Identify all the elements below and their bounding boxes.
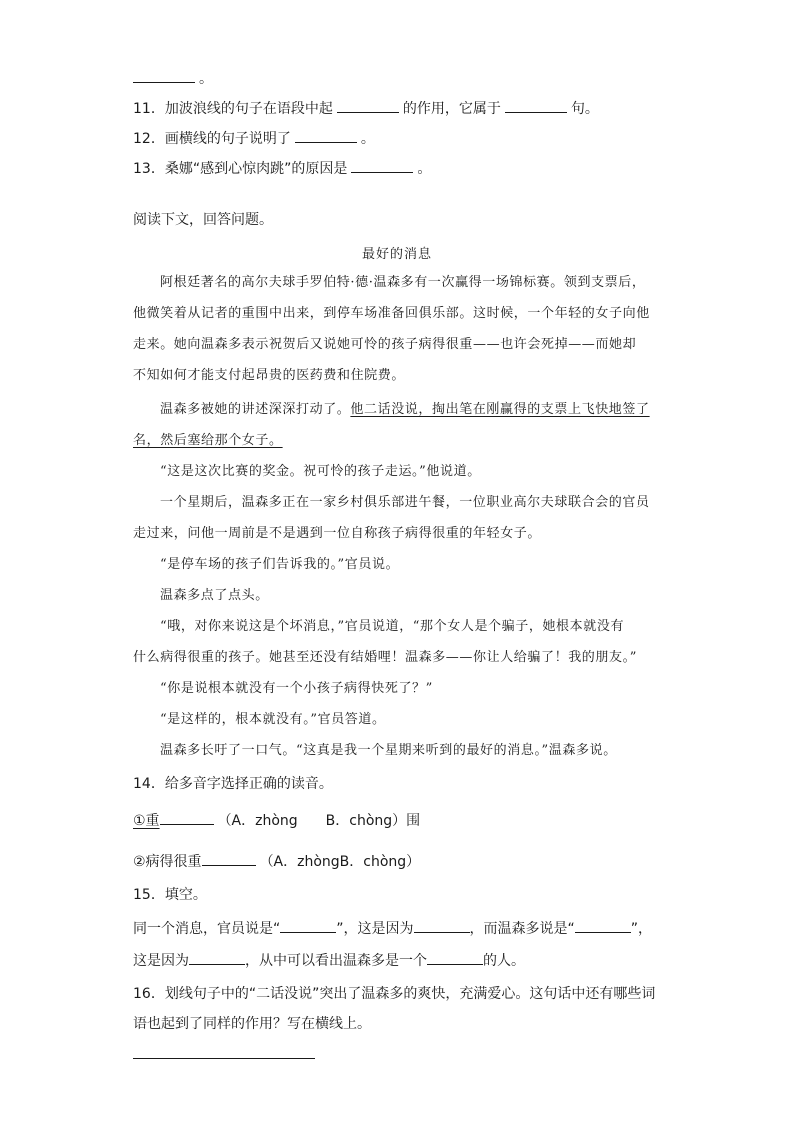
story-line: “你是说根本就没有一个小孩子病得快死了？” — [160, 681, 433, 696]
story-line: 他微笑着从记者的重围中出来，到停车场准备回俱乐部。这时候，一个年轻的女子向他 — [133, 306, 650, 321]
answer-blank[interactable] — [337, 98, 399, 113]
answer-blank[interactable] — [575, 918, 631, 933]
story-line: “这是这次比赛的奖金。祝可怜的孩子走运。”他说道。 — [160, 464, 481, 479]
answer-blank[interactable] — [414, 918, 470, 933]
story-line: 什么病得很重的孩子。她甚至还没有结婚哩！温森多——你让人给骗了！我的朋友。” — [133, 650, 637, 665]
question-15-line-2: 这是因为 ，从中可以看出温森多是一个 的人。 — [133, 950, 525, 971]
story-line: 温森多长吁了一口气。“这真是我一个星期来听到的最好的消息。”温森多说。 — [160, 743, 617, 758]
story-line: 阿根廷著名的高尔夫球手罗伯特·德·温森多有一次赢得一场锦标赛。领到支票后， — [160, 275, 646, 290]
question-11: 11．加波浪线的句子在语段中起 的作用，它属于 句。 — [133, 98, 599, 119]
story-line: “哦，对你来说这是个坏消息，”官员说道，“那个女人是个骗子，她根本就没有 — [160, 619, 625, 634]
question-14-item-1: ①重 （A．zhòng B．chòng）围 — [133, 810, 420, 831]
story-paragraph-2-cont — [133, 431, 283, 451]
answer-blank[interactable] — [295, 128, 357, 143]
answer-blank[interactable] — [160, 810, 214, 825]
answer-blank[interactable] — [133, 1058, 315, 1059]
underlined-sentence: 名，然后塞给那个女子。 — [133, 433, 283, 448]
story-line: “是这样的，根本就没有。”官员答道。 — [160, 712, 386, 727]
story-line: “是停车场的孩子们告诉我的。”官员说。 — [160, 557, 400, 572]
underlined-sentence: 他二话没说，掏出笔在刚赢得的支票上飞快地签了 — [350, 402, 650, 417]
question-16: 16．划线句子中的“二话没说”突出了温森多的爽快，充满爱心。这句话中还有哪些词 — [133, 986, 656, 1002]
answer-blank[interactable] — [505, 98, 567, 113]
answer-blank[interactable] — [189, 950, 245, 965]
question-15: 15．填空。 — [133, 887, 207, 903]
story-line: 一个星期后，温森多正在一家乡村俱乐部进午餐，一位职业高尔夫球联合会的官员 — [160, 495, 650, 510]
question-14-item-2: ②病得很重 （A．zhòngB．chòng） — [133, 851, 420, 872]
prev-answer-line: 。 — [133, 68, 213, 89]
answer-blank[interactable] — [202, 851, 256, 866]
story-line: 走来。她向温森多表示祝贺后又说她可怜的孩子病得很重——也许会死掉——而她却 — [133, 337, 637, 352]
story-title: 最好的消息 — [361, 247, 432, 262]
story-line: 走过来，问他一周前是不是遇到一位自称孩子病得很重的年轻女子。 — [133, 526, 542, 541]
answer-blank[interactable] — [133, 68, 195, 83]
question-13: 13．桑娜“感到心惊肉跳”的原因是 。 — [133, 158, 431, 179]
reading-prompt: 阅读下文，回答问题。 — [133, 212, 273, 228]
question-14: 14．给多音字选择正确的读音。 — [133, 776, 333, 792]
answer-blank[interactable] — [280, 918, 336, 933]
answer-blank[interactable] — [351, 158, 413, 173]
story-line: 温森多点了点头。 — [160, 588, 269, 603]
answer-blank[interactable] — [427, 950, 483, 965]
question-15-line-1: 同一个消息，官员说是“ ”，这是因为 ，而温森多说是“ ”， — [133, 918, 652, 939]
question-12: 12．画横线的句子说明了 。 — [133, 128, 375, 149]
story-line: 不知如何才能支付起昂贵的医药费和住院费。 — [133, 368, 406, 383]
question-16-cont: 语也起到了同样的作用？写在横线上。 — [133, 1016, 371, 1032]
story-paragraph-2: 温森多被她的讲述深深打动了。他二话没说，掏出笔在刚赢得的支票上飞快地签了 — [160, 402, 650, 417]
